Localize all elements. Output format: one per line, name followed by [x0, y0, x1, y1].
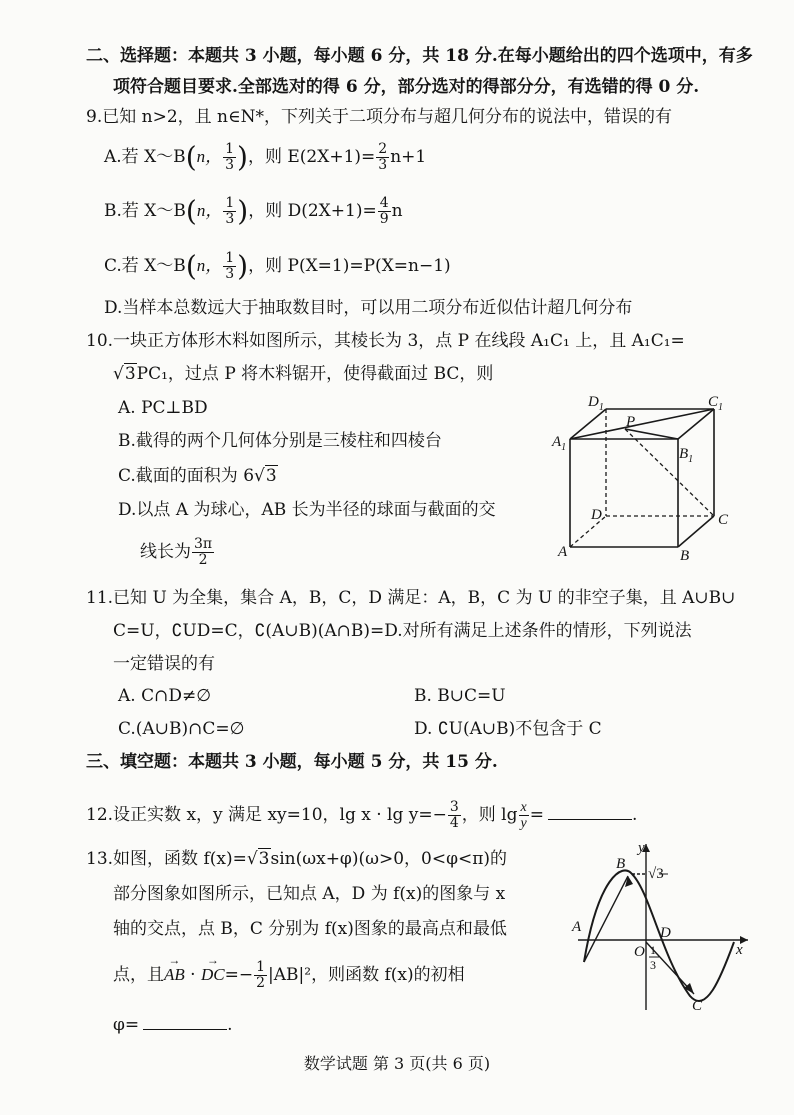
q12-answer-blank — [548, 819, 632, 820]
q13-stem-line2: 部分图象如图所示，已知点 A，D 为 f(x)的图象与 x — [113, 884, 506, 904]
q10-option-a: A. PC⊥BD — [118, 398, 208, 418]
section3-header: 三、填空题：本题共 3 小题，每小题 5 分，共 15 分. — [86, 752, 498, 772]
q13-stem-line4: 点，且→ AB · → DC=− $\frac{1}{2}$ |AB|²，则函数 f(x)的初相 — [113, 960, 465, 991]
q12-stem: 12.设正实数 x，y 满足 xy=10，lg x · lg y=− $\frac{3}{4}$ ，则 lg $\frac{x}{y}$ = . — [86, 799, 638, 831]
q10-option-b: B.截得的两个几何体分别是三棱柱和四棱台 — [118, 431, 442, 451]
page-footer: 数学试题 第 3 页(共 6 页) — [303, 1054, 491, 1073]
q13-stem-line5: φ= . — [113, 1015, 233, 1035]
q11-stem-line3: 一定错误的有 — [113, 654, 215, 674]
label-three: 3 — [650, 958, 656, 972]
q9-option-a: A.若 X～B(n， $\frac{1}{3}$ )，则 E(2X+1)= $\frac{2}{3}$ n+1 — [104, 140, 427, 174]
label-x: x — [736, 942, 743, 958]
label-p: P — [626, 414, 636, 430]
q9-option-c: C.若 X～B(n， $\frac{1}{3}$ )，则 P(X=1)=P(X=n−1) — [104, 249, 451, 283]
label-one: 1 — [650, 943, 656, 957]
label-b1: $B_1$ — [679, 446, 694, 465]
section2-header-line1: 二、选择题：本题共 3 小题，每小题 6 分，共 18 分.在每小题给出的四个选项中，有多 — [86, 46, 753, 66]
label-a: A — [558, 544, 568, 560]
q13-stem-line1: 13.如图，函数 f(x)=√3sin(ωx+φ)(ω>0，0<φ<π)的 — [86, 849, 508, 869]
q9-stem: 9.已知 n>2，且 n∈N*，下列关于二项分布与超几何分布的说法中，错误的有 — [86, 107, 672, 127]
label-c: C — [692, 998, 703, 1014]
label-b: B — [680, 548, 690, 564]
label-d: D — [591, 507, 602, 523]
cube-figure — [550, 392, 740, 564]
label-d1: $D_1$ — [588, 394, 604, 413]
q10-stem-line2: √3PC₁，过点 P 将木料锯开，使得截面过 BC，则 — [113, 364, 494, 384]
q11-stem-line2: C=U，∁UD=C，∁(A∪B)(A∩B)=D.对所有满足上述条件的情形，下列说法 — [113, 621, 692, 641]
label-a1: $A_1$ — [552, 434, 567, 453]
q11-option-b: B. B∪C=U — [414, 686, 506, 706]
label-o: O — [634, 944, 645, 960]
label-b: B — [616, 856, 626, 872]
segment-p-c — [625, 429, 714, 516]
label-y: y — [638, 840, 645, 856]
label-sqrt3: √3 — [648, 866, 664, 882]
sine-graph-figure — [570, 838, 760, 1016]
q11-option-a: A. C∩D≠∅ — [118, 686, 212, 706]
q9-option-d: D.当样本总数远大于抽取数目时，可以用二项分布近似估计超几何分布 — [104, 298, 633, 318]
q11-option-d: D. ∁U(A∪B)不包含于 C — [414, 719, 602, 739]
sine-curve — [584, 870, 734, 1000]
segment-p-b1 — [625, 429, 678, 439]
q10-stem-line1: 10.一块正方体形木料如图所示，其棱长为 3，点 P 在线段 A₁C₁ 上，且 A₁C₁= — [86, 331, 685, 351]
label-c1: $C_1$ — [708, 394, 724, 413]
label-d: D — [660, 925, 671, 941]
segment-a1-c1 — [570, 409, 714, 439]
q11-stem-line1: 11.已知 U 为全集，集合 A，B，C，D 满足：A，B，C 为 U 的非空子集，且 A∪B∪ — [86, 588, 736, 608]
arrow-ab-head — [625, 876, 633, 887]
label-a: A — [572, 919, 582, 935]
q9-option-b: B.若 X～B(n， $\frac{1}{3}$ )，则 D(2X+1)= $\frac{4}{9}$ n — [104, 194, 403, 228]
q11-option-c: C.(A∪B)∩C=∅ — [118, 719, 245, 739]
q10-option-c: C.截面的面积为 6√3 — [118, 466, 277, 486]
q13-stem-line3: 轴的交点，点 B，C 分别为 f(x)图象的最高点和最低 — [113, 919, 507, 939]
q10-option-d-line2: 线长为 $\frac{3\pi}{2}$ — [140, 536, 213, 568]
q13-answer-blank — [143, 1029, 227, 1030]
edge-b-c — [678, 516, 714, 547]
section2-header-line2: 项符合题目要求.全部选对的得 6 分，部分选对的得部分分，有选错的得 0 分. — [113, 77, 700, 97]
q10-option-d-line1: D.以点 A 为球心，AB 长为半径的球面与截面的交 — [118, 500, 496, 520]
label-c: C — [718, 512, 729, 528]
